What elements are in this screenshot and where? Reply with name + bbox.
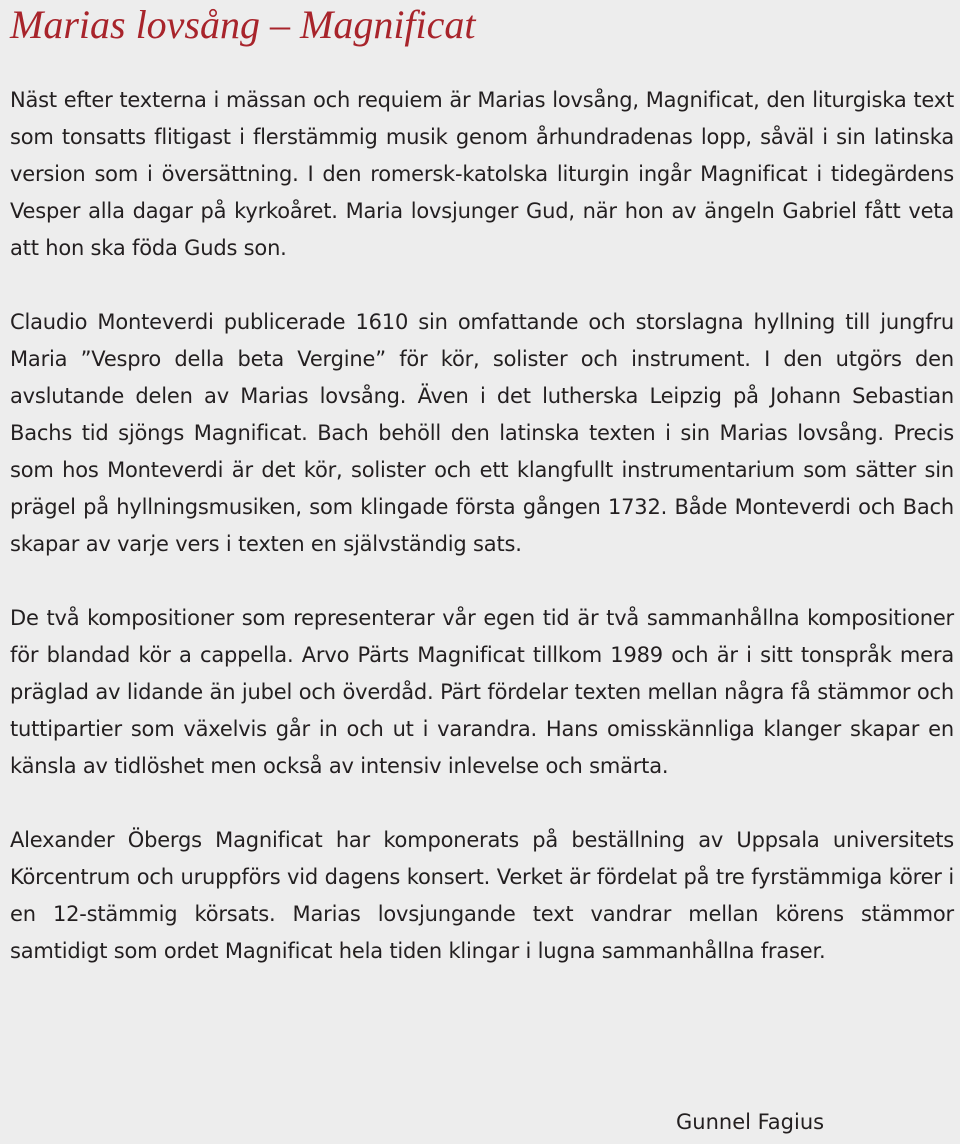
document-page: [10, 0, 954, 1144]
page-title: Marias lovsång – Magnificat: [10, 2, 476, 47]
paragraph-part: De två kompositioner som representerar vår egen tid är två sammanhållna kompositioner för blandad kör a cappella. Arvo Pärts Magnificat tillkom 1989 och är i sitt tonspråk mera präglad av lidande än jubel och överdåd. Pärt fördelar texten mellan några få stämmor och tuttipartier som växelvis går in och ut i varandra. Hans omisskännliga klanger skapar en känsla av tidlöshet men också av intensiv inlevelse och smärta.: [10, 606, 954, 778]
paragraph-monteverdi-bach: Claudio Monteverdi publicerade 1610 sin omfattande och storslagna hyllning till jungfru Maria ”Vespro della beta Vergine” för kör, solister och instrument. I den utgörs den avslutande delen av Marias lovsång. Även i det lutherska Leipzig på Johann Sebastian Bachs tid sjöngs Magnificat. Bach behöll den latinska texten i sin Marias lovsång. Precis som hos Monteverdi är det kör, solister och ett klangfullt instrumentarium som sätter sin prägel på hyllningsmusiken, som klingade första gången 1732. Både Monteverdi och Bach skapar av varje vers i texten en självständig sats.: [10, 310, 954, 556]
paragraph-intro: Näst efter texterna i mässan och requiem är Marias lovsång, Magnificat, den liturgiska text som tonsatts flitigast i flerstämmig musik genom århundradenas lopp, såväl i sin latinska version som i översättning. I den romersk-katolska liturgin ingår Magnificat i tidegärdens Vesper alla dagar på kyrkoåret. Maria lovsjunger Gud, när hon av ängeln Gabriel fått veta att hon ska föda Guds son.: [10, 88, 954, 260]
author-signature: Gunnel Fagius: [676, 1110, 825, 1134]
article-body: [10, 82, 954, 970]
paragraph-oberg: Alexander Öbergs Magnificat har komponerats på beställning av Uppsala universitets Körcentrum och uruppförs vid dagens konsert. Verket är fördelat på tre fyrstämmiga körer i en 12-stämmig körsats. Marias lovsjungande text vandrar mellan körens stämmor samtidigt som ordet Magnificat hela tiden klingar i lugna sammanhållna fraser.: [10, 828, 954, 963]
